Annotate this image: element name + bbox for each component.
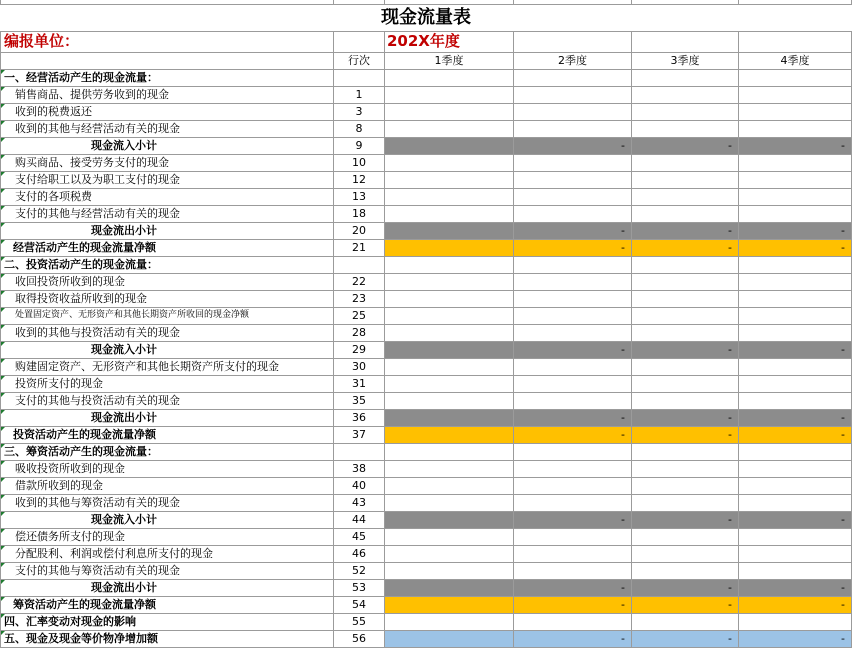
row-line-no[interactable]: 43 <box>334 494 385 511</box>
row-label[interactable]: 购买商品、接受劳务支付的现金 <box>1 154 334 171</box>
row-line-no[interactable]: 21 <box>334 239 385 256</box>
table-row <box>1 460 852 477</box>
row-line-no[interactable]: 1 <box>334 86 385 103</box>
header-q4[interactable]: 4季度 <box>739 52 852 69</box>
q2-value-cell[interactable] <box>514 86 632 103</box>
q3-value-cell[interactable] <box>632 69 739 86</box>
q1-value-cell[interactable] <box>385 86 514 103</box>
row-line-no[interactable]: 30 <box>334 358 385 375</box>
q4-value-cell[interactable] <box>739 494 852 511</box>
table-row <box>1 290 852 307</box>
table-row <box>1 222 852 239</box>
row-line-no[interactable]: 54 <box>334 596 385 613</box>
row-line-no[interactable]: 3 <box>334 103 385 120</box>
q1-value-cell[interactable] <box>385 630 514 647</box>
q4-value-cell[interactable]: - <box>739 239 852 256</box>
row-label[interactable]: 支付的其他与经营活动有关的现金 <box>1 205 334 222</box>
q2-value-cell[interactable] <box>514 103 632 120</box>
q2-value-cell[interactable]: - <box>514 630 632 647</box>
table-row <box>1 239 852 256</box>
row-line-no[interactable]: 29 <box>334 341 385 358</box>
table-row <box>1 86 852 103</box>
table-row <box>1 69 852 86</box>
row-line-no[interactable]: 55 <box>334 613 385 630</box>
q2-value-cell[interactable] <box>514 188 632 205</box>
q1-value-cell[interactable] <box>385 596 514 613</box>
q3-value-cell[interactable] <box>632 290 739 307</box>
q3-value-cell[interactable] <box>632 273 739 290</box>
row-line-no[interactable]: 20 <box>334 222 385 239</box>
row-label[interactable]: 借款所收到的现金 <box>1 477 334 494</box>
q4-value-cell[interactable] <box>739 154 852 171</box>
table-row <box>1 375 852 392</box>
q4-value-cell[interactable] <box>739 171 852 188</box>
row-line-no[interactable]: 9 <box>334 137 385 154</box>
q1-value-cell[interactable] <box>385 426 514 443</box>
q2-value-cell[interactable]: - <box>514 137 632 154</box>
q1-value-cell[interactable] <box>385 273 514 290</box>
header-q1[interactable]: 1季度 <box>385 52 514 69</box>
row-label[interactable]: 分配股利、利润或偿付利息所支付的现金 <box>1 545 334 562</box>
q3-value-cell[interactable]: - <box>632 426 739 443</box>
q4-value-cell[interactable]: - <box>739 426 852 443</box>
q4-value-cell[interactable] <box>739 613 852 630</box>
row-line-no[interactable]: 46 <box>334 545 385 562</box>
row-line-no[interactable]: 36 <box>334 409 385 426</box>
q2-value-cell[interactable] <box>514 613 632 630</box>
row-line-no[interactable] <box>334 69 385 86</box>
row-label[interactable]: 筹资活动产生的现金流量净额 <box>1 596 334 613</box>
table-row <box>1 324 852 341</box>
q2-value-cell[interactable] <box>514 460 632 477</box>
unit-row <box>1 31 852 52</box>
q3-value-cell[interactable]: - <box>632 222 739 239</box>
table-row <box>1 409 852 426</box>
q4-value-cell[interactable] <box>739 69 852 86</box>
q3-value-cell[interactable] <box>632 460 739 477</box>
table-row <box>1 103 852 120</box>
row-line-no[interactable]: 13 <box>334 188 385 205</box>
table-row <box>1 256 852 273</box>
q2-value-cell[interactable] <box>514 494 632 511</box>
q3-value-cell[interactable] <box>632 545 739 562</box>
q2-value-cell[interactable] <box>514 392 632 409</box>
row-label[interactable]: 支付的其他与筹资活动有关的现金 <box>1 562 334 579</box>
q2-value-cell[interactable] <box>514 528 632 545</box>
q2-value-cell[interactable] <box>514 545 632 562</box>
row-label[interactable]: 现金流入小计 <box>1 511 334 528</box>
q1-value-cell[interactable] <box>385 205 514 222</box>
q1-value-cell[interactable] <box>385 409 514 426</box>
q4-value-cell[interactable] <box>739 307 852 324</box>
table-row <box>1 358 852 375</box>
q4-value-cell[interactable] <box>739 358 852 375</box>
q4-value-cell[interactable] <box>739 477 852 494</box>
row-label[interactable]: 现金流入小计 <box>1 341 334 358</box>
q2-value-cell[interactable]: - <box>514 596 632 613</box>
q3-value-cell[interactable]: - <box>632 596 739 613</box>
row-label[interactable]: 取得投资收益所收到的现金 <box>1 290 334 307</box>
q1-value-cell[interactable] <box>385 154 514 171</box>
q4-value-cell[interactable]: - <box>739 579 852 596</box>
row-line-no[interactable]: 23 <box>334 290 385 307</box>
q1-value-cell[interactable] <box>385 239 514 256</box>
q1-value-cell[interactable] <box>385 477 514 494</box>
q3-value-cell[interactable] <box>632 205 739 222</box>
q3-value-cell[interactable]: - <box>632 630 739 647</box>
q4-value-cell[interactable] <box>739 188 852 205</box>
q1-value-cell[interactable] <box>385 256 514 273</box>
q2-value-cell[interactable]: - <box>514 222 632 239</box>
q1-value-cell[interactable] <box>385 137 514 154</box>
q1-value-cell[interactable] <box>385 171 514 188</box>
q3-value-cell[interactable]: - <box>632 239 739 256</box>
q1-value-cell[interactable] <box>385 460 514 477</box>
q3-value-cell[interactable]: - <box>632 341 739 358</box>
q4-value-cell[interactable] <box>739 528 852 545</box>
table-row <box>1 596 852 613</box>
q2-value-cell[interactable]: - <box>514 341 632 358</box>
q2-value-cell[interactable] <box>514 324 632 341</box>
q3-value-cell[interactable] <box>632 86 739 103</box>
row-line-no[interactable]: 18 <box>334 205 385 222</box>
table-row <box>1 477 852 494</box>
row-label[interactable]: 处置固定资产、无形资产和其他长期资产所收回的现金净额 <box>1 307 334 324</box>
q1-value-cell[interactable] <box>385 562 514 579</box>
q1-value-cell[interactable] <box>385 120 514 137</box>
q3-value-cell[interactable] <box>632 103 739 120</box>
unit-blank-cell[interactable] <box>334 31 385 52</box>
q2-value-cell[interactable] <box>514 443 632 460</box>
q1-value-cell[interactable] <box>385 545 514 562</box>
q2-value-cell[interactable]: - <box>514 409 632 426</box>
row-line-no[interactable]: 28 <box>334 324 385 341</box>
q3-value-cell[interactable] <box>632 392 739 409</box>
q2-value-cell[interactable] <box>514 120 632 137</box>
row-line-no[interactable]: 53 <box>334 579 385 596</box>
q2-value-cell[interactable]: - <box>514 579 632 596</box>
row-label[interactable]: 收到的其他与筹资活动有关的现金 <box>1 494 334 511</box>
q3-value-cell[interactable] <box>632 443 739 460</box>
row-label[interactable]: 收到的其他与投资活动有关的现金 <box>1 324 334 341</box>
row-line-no[interactable] <box>334 256 385 273</box>
q1-value-cell[interactable] <box>385 222 514 239</box>
table-row <box>1 545 852 562</box>
q1-value-cell[interactable] <box>385 511 514 528</box>
row-line-no[interactable]: 35 <box>334 392 385 409</box>
q3-value-cell[interactable] <box>632 528 739 545</box>
q1-value-cell[interactable] <box>385 375 514 392</box>
q1-value-cell[interactable] <box>385 579 514 596</box>
table-row <box>1 137 852 154</box>
table-row <box>1 562 852 579</box>
table-row <box>1 307 852 324</box>
row-line-no[interactable]: 12 <box>334 171 385 188</box>
row-label[interactable]: 销售商品、提供劳务收到的现金 <box>1 86 334 103</box>
header-q2[interactable]: 2季度 <box>514 52 632 69</box>
table-row <box>1 630 852 647</box>
row-label[interactable]: 吸收投资所收到的现金 <box>1 460 334 477</box>
q2-value-cell[interactable]: - <box>514 511 632 528</box>
q1-value-cell[interactable] <box>385 613 514 630</box>
table-row <box>1 494 852 511</box>
row-label[interactable]: 五、现金及现金等价物净增加额 <box>1 630 334 647</box>
q2-value-cell[interactable] <box>514 307 632 324</box>
q1-value-cell[interactable] <box>385 103 514 120</box>
header-line-no[interactable]: 行次 <box>334 52 385 69</box>
row-line-no[interactable]: 40 <box>334 477 385 494</box>
table-row <box>1 511 852 528</box>
q3-value-cell[interactable] <box>632 171 739 188</box>
row-label[interactable]: 收回投资所收到的现金 <box>1 273 334 290</box>
q2-value-cell[interactable] <box>514 273 632 290</box>
row-label[interactable]: 收到的税费返还 <box>1 103 334 120</box>
q3-value-cell[interactable] <box>632 256 739 273</box>
row-line-no[interactable]: 31 <box>334 375 385 392</box>
unit-blank-cell[interactable] <box>514 31 632 52</box>
q2-value-cell[interactable] <box>514 562 632 579</box>
q3-value-cell[interactable] <box>632 613 739 630</box>
q3-value-cell[interactable] <box>632 324 739 341</box>
q2-value-cell[interactable]: - <box>514 239 632 256</box>
row-line-no[interactable]: 25 <box>334 307 385 324</box>
table-row <box>1 443 852 460</box>
table-row <box>1 426 852 443</box>
row-label[interactable]: 投资所支付的现金 <box>1 375 334 392</box>
report-title[interactable]: 现金流量表 <box>1 4 852 31</box>
q4-value-cell[interactable] <box>739 324 852 341</box>
q1-value-cell[interactable] <box>385 324 514 341</box>
q3-value-cell[interactable] <box>632 375 739 392</box>
q4-value-cell[interactable] <box>739 392 852 409</box>
row-label[interactable]: 经营活动产生的现金流量净额 <box>1 239 334 256</box>
row-label[interactable]: 四、汇率变动对现金的影响 <box>1 613 334 630</box>
table-row <box>1 579 852 596</box>
q3-value-cell[interactable] <box>632 494 739 511</box>
q1-value-cell[interactable] <box>385 358 514 375</box>
row-label[interactable]: 支付的各项税费 <box>1 188 334 205</box>
q1-value-cell[interactable] <box>385 341 514 358</box>
q4-value-cell[interactable] <box>739 562 852 579</box>
q3-value-cell[interactable]: - <box>632 137 739 154</box>
q4-value-cell[interactable] <box>739 460 852 477</box>
q2-value-cell[interactable] <box>514 358 632 375</box>
q3-value-cell[interactable] <box>632 188 739 205</box>
row-line-no[interactable]: 22 <box>334 273 385 290</box>
unit-blank-cell[interactable] <box>739 31 852 52</box>
table-row <box>1 188 852 205</box>
row-line-no[interactable]: 44 <box>334 511 385 528</box>
table-row <box>1 528 852 545</box>
table-row <box>1 613 852 630</box>
q4-value-cell[interactable] <box>739 120 852 137</box>
row-label[interactable]: 收到的其他与经营活动有关的现金 <box>1 120 334 137</box>
header-q3[interactable]: 3季度 <box>632 52 739 69</box>
reporting-unit-label[interactable]: 编报单位： <box>1 31 334 52</box>
q2-value-cell[interactable] <box>514 290 632 307</box>
q1-value-cell[interactable] <box>385 307 514 324</box>
q3-value-cell[interactable] <box>632 477 739 494</box>
unit-blank-cell[interactable] <box>632 31 739 52</box>
q3-value-cell[interactable]: - <box>632 409 739 426</box>
q3-value-cell[interactable] <box>632 562 739 579</box>
header-row <box>1 52 852 69</box>
row-label[interactable]: 一、经营活动产生的现金流量： <box>1 69 334 86</box>
q4-value-cell[interactable] <box>739 256 852 273</box>
q4-value-cell[interactable]: - <box>739 137 852 154</box>
q2-value-cell[interactable] <box>514 171 632 188</box>
q3-value-cell[interactable] <box>632 307 739 324</box>
table-row <box>1 341 852 358</box>
q4-value-cell[interactable]: - <box>739 630 852 647</box>
row-label[interactable]: 现金流出小计 <box>1 579 334 596</box>
table-row <box>1 273 852 290</box>
row-label[interactable]: 偿还债务所支付的现金 <box>1 528 334 545</box>
q2-value-cell[interactable] <box>514 154 632 171</box>
header-blank-cell[interactable] <box>1 52 334 69</box>
table-row <box>1 392 852 409</box>
q3-value-cell[interactable]: - <box>632 511 739 528</box>
q2-value-cell[interactable] <box>514 69 632 86</box>
q1-value-cell[interactable] <box>385 188 514 205</box>
row-label[interactable]: 投资活动产生的现金流量净额 <box>1 426 334 443</box>
row-line-no[interactable]: 37 <box>334 426 385 443</box>
table-row <box>1 120 852 137</box>
q2-value-cell[interactable]: - <box>514 426 632 443</box>
q3-value-cell[interactable] <box>632 120 739 137</box>
report-year[interactable]: 202X年度 <box>385 31 514 52</box>
q4-value-cell[interactable]: - <box>739 511 852 528</box>
q4-value-cell[interactable] <box>739 375 852 392</box>
table-row <box>1 171 852 188</box>
q4-value-cell[interactable] <box>739 86 852 103</box>
title-row <box>1 4 852 31</box>
q4-value-cell[interactable]: - <box>739 222 852 239</box>
q4-value-cell[interactable] <box>739 290 852 307</box>
q2-value-cell[interactable] <box>514 375 632 392</box>
row-label[interactable]: 现金流出小计 <box>1 409 334 426</box>
row-label[interactable]: 二、投资活动产生的现金流量： <box>1 256 334 273</box>
q4-value-cell[interactable]: - <box>739 341 852 358</box>
q4-value-cell[interactable] <box>739 205 852 222</box>
row-label[interactable]: 支付给职工以及为职工支付的现金 <box>1 171 334 188</box>
row-line-no[interactable]: 38 <box>334 460 385 477</box>
row-label[interactable]: 现金流出小计 <box>1 222 334 239</box>
q3-value-cell[interactable]: - <box>632 579 739 596</box>
row-line-no[interactable]: 45 <box>334 528 385 545</box>
row-label[interactable]: 现金流入小计 <box>1 137 334 154</box>
q2-value-cell[interactable] <box>514 477 632 494</box>
row-line-no[interactable]: 52 <box>334 562 385 579</box>
q2-value-cell[interactable] <box>514 205 632 222</box>
row-line-no[interactable]: 56 <box>334 630 385 647</box>
row-line-no[interactable]: 10 <box>334 154 385 171</box>
q4-value-cell[interactable] <box>739 443 852 460</box>
q4-value-cell[interactable] <box>739 273 852 290</box>
q1-value-cell[interactable] <box>385 290 514 307</box>
table-row <box>1 205 852 222</box>
q2-value-cell[interactable] <box>514 256 632 273</box>
q4-value-cell[interactable] <box>739 545 852 562</box>
q3-value-cell[interactable] <box>632 154 739 171</box>
row-label[interactable]: 三、筹资活动产生的现金流量： <box>1 443 334 460</box>
q1-value-cell[interactable] <box>385 69 514 86</box>
row-line-no[interactable]: 8 <box>334 120 385 137</box>
q4-value-cell[interactable] <box>739 103 852 120</box>
q3-value-cell[interactable] <box>632 358 739 375</box>
row-label[interactable]: 支付的其他与投资活动有关的现金 <box>1 392 334 409</box>
q1-value-cell[interactable] <box>385 443 514 460</box>
q4-value-cell[interactable]: - <box>739 596 852 613</box>
row-line-no[interactable] <box>334 443 385 460</box>
q1-value-cell[interactable] <box>385 392 514 409</box>
q1-value-cell[interactable] <box>385 528 514 545</box>
q1-value-cell[interactable] <box>385 494 514 511</box>
row-label[interactable]: 购建固定资产、无形资产和其他长期资产所支付的现金 <box>1 358 334 375</box>
q4-value-cell[interactable]: - <box>739 409 852 426</box>
table-row <box>1 154 852 171</box>
